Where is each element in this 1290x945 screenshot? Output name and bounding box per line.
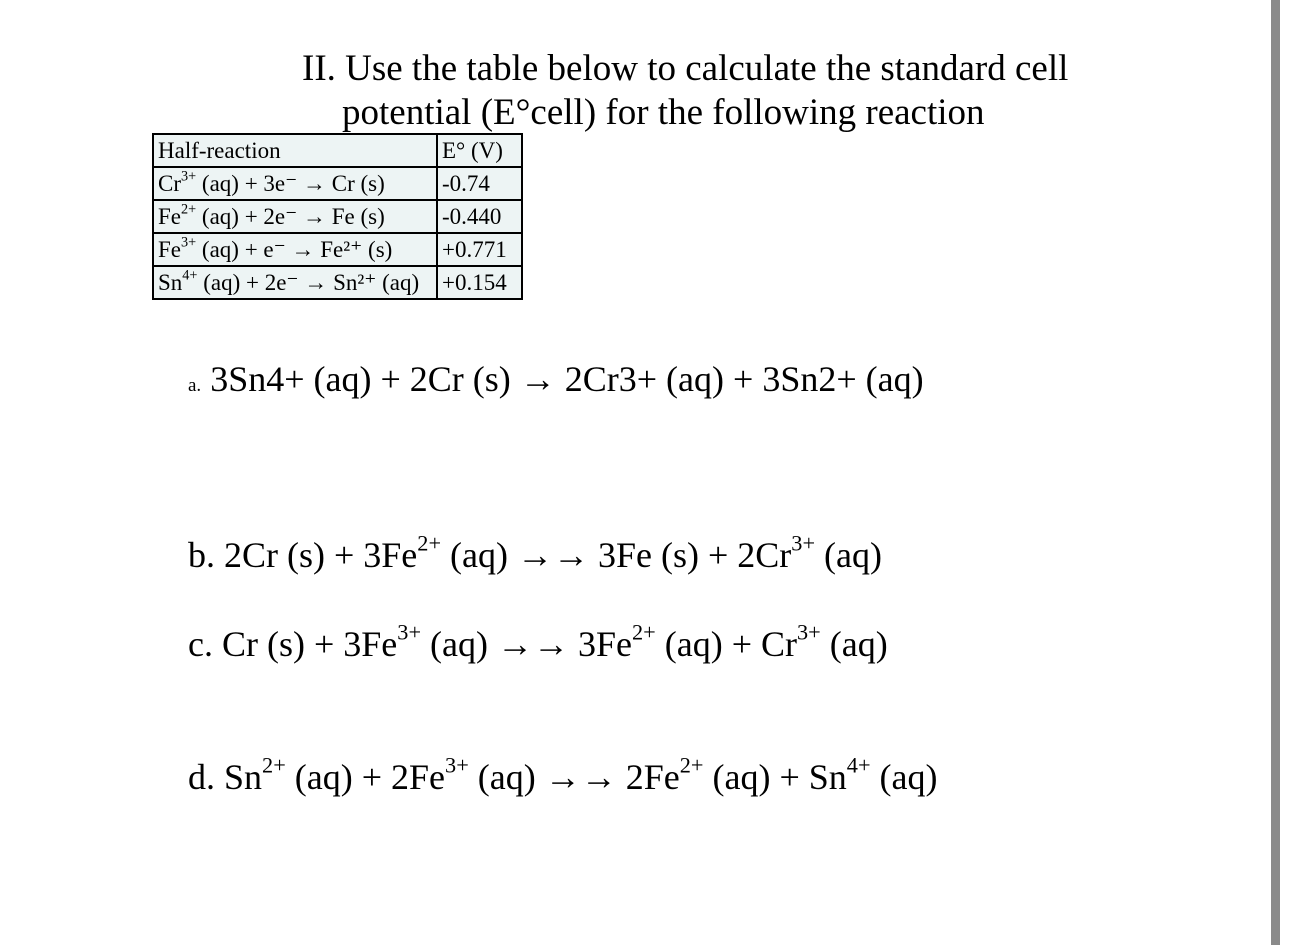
half-reaction-cell: $Cr^{3+}$ (aq) + 3e⁻ → Cr (s) [153, 167, 437, 200]
reaction-d: d. $Sn^{2+}$ $(aq) + 2Fe^{3+}$ $(aq) \to\to 2Fe^{2+}$ $(aq) + Sn^{4+}$ (aq) [188, 752, 938, 797]
reaction-a-text: 3Sn4+ (aq) + 2Cr (s) → 2Cr3+ (aq) + 3Sn2+ (aq) [210, 359, 924, 399]
half-reaction-cell: $Fe^{2+}$ (aq) + 2e⁻ → Fe (s) [153, 200, 437, 233]
table-row [153, 200, 522, 233]
reaction-b-label: b. [188, 535, 215, 575]
potential-cell: +0.771 [437, 233, 522, 266]
reaction-d-label: d. [188, 757, 215, 797]
reaction-c-label: c. [188, 624, 213, 664]
heading-line-2: potential (E°cell) for the following reaction [342, 92, 985, 133]
table-row [153, 233, 522, 266]
half-reaction-cell: $Sn^{4+}$ (aq) + 2e⁻ → Sn²⁺ (aq) [153, 266, 437, 299]
potential-cell: +0.154 [437, 266, 522, 299]
table-row [153, 167, 522, 200]
header-potential: E° (V) [437, 134, 522, 167]
table-row [153, 266, 522, 299]
reaction-a [188, 358, 924, 400]
header-half-reaction: Half-reaction [153, 134, 437, 167]
reaction-a-label: a. [188, 375, 202, 396]
potential-cell: -0.440 [437, 200, 522, 233]
reaction-b: b. 2Cr $(s) + 3Fe^{2+}$ (aq) →→ 3Fe $(s) + 2Cr^{3+}$ (aq) [188, 530, 883, 575]
half-reaction-cell: $Fe^{3+}$ (aq) + e⁻ → Fe²⁺ (s) [153, 233, 437, 266]
question-heading [300, 47, 1100, 135]
reduction-potential-table [152, 133, 523, 300]
table-header-row [153, 134, 522, 167]
reaction-c: c. Cr $(s) + 3Fe^{3+}$ $(aq) \to\to 3Fe^{2+}$ $(aq) + Cr^{3+}$ (aq) [188, 619, 888, 664]
scrollbar[interactable] [1271, 0, 1280, 945]
heading-line-1: II. Use the table below to calculate the standard cell [302, 48, 1069, 89]
potential-cell: -0.74 [437, 167, 522, 200]
